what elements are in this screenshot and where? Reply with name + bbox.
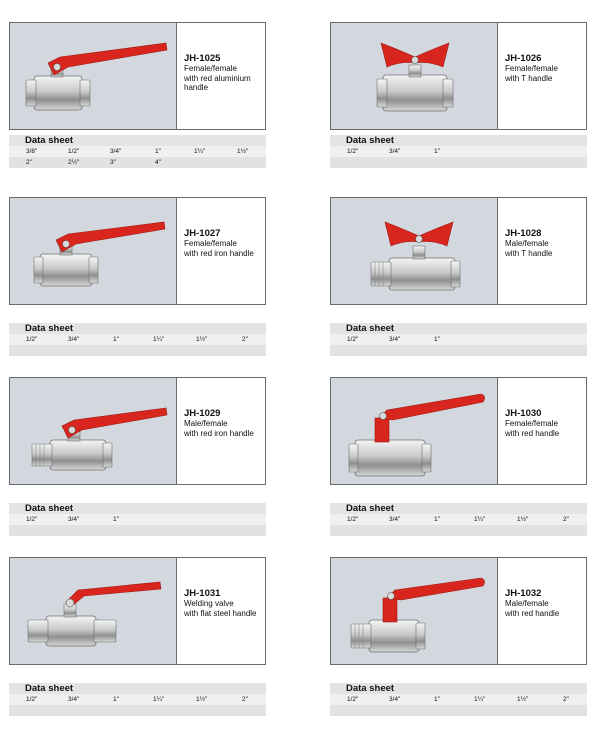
product-line: Male/female <box>184 419 228 428</box>
data-sheet-title: Data sheet <box>330 323 587 334</box>
size-value: 1½" <box>237 148 249 155</box>
data-sheet <box>330 323 587 356</box>
size-row <box>9 694 266 705</box>
data-sheet-title: Data sheet <box>330 135 587 146</box>
size-value: 1¼" <box>153 336 165 343</box>
size-row <box>330 525 587 536</box>
size-value: 1½" <box>196 336 208 343</box>
data-sheet <box>9 683 266 716</box>
product-line: with red aluminium <box>184 73 251 83</box>
product-description <box>184 588 263 618</box>
size-value: 3/4" <box>110 148 122 155</box>
size-value: 2" <box>242 696 248 703</box>
product-description <box>184 53 263 93</box>
size-row <box>9 525 266 536</box>
size-value: 1/2" <box>26 336 38 343</box>
product-panel <box>330 22 587 130</box>
size-value: 3/4" <box>389 148 401 155</box>
size-row <box>330 705 587 716</box>
size-value: 2" <box>242 336 248 343</box>
size-value: 1½" <box>196 696 208 703</box>
product-card-jh-1032 <box>330 557 587 716</box>
valve-photo <box>331 23 498 129</box>
data-sheet-title: Data sheet <box>330 683 587 694</box>
valve-photo <box>10 378 177 484</box>
product-line: Female/female <box>505 64 558 73</box>
size-value: 1¼" <box>194 148 206 155</box>
size-row <box>9 514 266 525</box>
ball-valve-icon <box>331 378 498 484</box>
product-line: Male/female <box>505 239 549 248</box>
size-value: 3/8" <box>26 148 38 155</box>
size-value: 1/2" <box>347 336 359 343</box>
product-line: with red iron handle <box>184 248 254 258</box>
product-line: Female/female <box>505 419 558 428</box>
product-line: with red handle <box>505 428 560 438</box>
size-row <box>9 146 266 157</box>
size-value: 1" <box>434 148 440 155</box>
size-value: 1/2" <box>68 148 80 155</box>
product-line: Welding valve <box>184 599 234 608</box>
data-sheet-title: Data sheet <box>9 323 266 334</box>
ball-valve-icon <box>331 558 498 664</box>
product-line: Female/female <box>184 64 237 73</box>
product-code: JH-1032 <box>505 588 542 599</box>
product-line: with red handle <box>505 608 560 618</box>
size-value: 1¼" <box>474 696 486 703</box>
size-row <box>9 157 266 168</box>
product-code: JH-1025 <box>184 53 221 64</box>
data-sheet <box>9 135 266 168</box>
size-value: 1" <box>113 336 119 343</box>
ball-valve-icon <box>10 23 177 129</box>
product-panel <box>9 557 266 665</box>
product-line: Female/female <box>184 239 237 248</box>
size-row <box>330 514 587 525</box>
size-value: 1/2" <box>347 148 359 155</box>
product-code: JH-1028 <box>505 228 542 239</box>
size-row <box>330 334 587 345</box>
size-value: 1½" <box>517 696 529 703</box>
size-value: 3/4" <box>389 696 401 703</box>
size-value: 3/4" <box>68 696 80 703</box>
product-card-jh-1025 <box>9 22 266 168</box>
size-row <box>330 157 587 168</box>
ball-valve-icon <box>10 558 177 664</box>
data-sheet <box>330 135 587 168</box>
product-panel <box>9 22 266 130</box>
size-value: 1" <box>113 516 119 523</box>
valve-photo <box>331 558 498 664</box>
valve-photo <box>331 198 498 304</box>
product-panel <box>330 377 587 485</box>
size-value: 3/4" <box>389 516 401 523</box>
valve-photo <box>10 198 177 304</box>
valve-photo <box>10 558 177 664</box>
ball-valve-icon <box>10 198 177 304</box>
data-sheet-title: Data sheet <box>9 503 266 514</box>
size-value: 1" <box>113 696 119 703</box>
size-value: 3/4" <box>389 336 401 343</box>
product-line: with T handle <box>505 73 553 83</box>
size-row <box>9 705 266 716</box>
product-description <box>505 53 584 83</box>
size-row <box>330 345 587 356</box>
data-sheet <box>330 503 587 536</box>
product-code: JH-1031 <box>184 588 221 599</box>
size-value: 3/4" <box>68 516 80 523</box>
product-card-jh-1027 <box>9 197 266 356</box>
size-row <box>330 694 587 705</box>
product-line: with T handle <box>505 248 553 258</box>
product-description <box>505 228 584 258</box>
product-line: handle <box>184 83 209 92</box>
product-panel <box>9 377 266 485</box>
data-sheet <box>9 323 266 356</box>
size-value: 1" <box>434 336 440 343</box>
ball-valve-icon <box>331 23 498 129</box>
size-value: 1/2" <box>26 516 38 523</box>
ball-valve-icon <box>331 198 498 304</box>
size-value: 2½" <box>68 159 80 166</box>
product-code: JH-1027 <box>184 228 221 239</box>
product-description <box>505 588 584 618</box>
product-code: JH-1030 <box>505 408 542 419</box>
product-description <box>184 228 263 258</box>
size-value: 1" <box>155 148 161 155</box>
size-value: 1" <box>434 696 440 703</box>
size-value: 3/4" <box>68 336 80 343</box>
size-value: 1¼" <box>153 696 165 703</box>
product-card-jh-1029 <box>9 377 266 536</box>
product-panel <box>330 557 587 665</box>
size-value: 1" <box>434 516 440 523</box>
product-panel <box>9 197 266 305</box>
size-value: 3" <box>110 159 116 166</box>
size-row <box>9 345 266 356</box>
size-value: 1/2" <box>347 696 359 703</box>
data-sheet-title: Data sheet <box>9 135 266 146</box>
valve-photo <box>331 378 498 484</box>
product-panel <box>330 197 587 305</box>
valve-photo <box>10 23 177 129</box>
product-line: Male/female <box>505 599 549 608</box>
product-description <box>505 408 584 438</box>
data-sheet <box>9 503 266 536</box>
product-description <box>184 408 263 438</box>
size-value: 1½" <box>517 516 529 523</box>
size-value: 1/2" <box>347 516 359 523</box>
size-value: 2" <box>563 696 569 703</box>
size-value: 2" <box>26 159 32 166</box>
product-card-jh-1026 <box>330 22 587 168</box>
product-line: with red iron handle <box>184 428 254 438</box>
size-row <box>9 334 266 345</box>
size-value: 2" <box>563 516 569 523</box>
product-card-jh-1028 <box>330 197 587 356</box>
size-value: 4" <box>155 159 161 166</box>
data-sheet-title: Data sheet <box>330 503 587 514</box>
product-card-jh-1030 <box>330 377 587 536</box>
size-value: 1/2" <box>26 696 38 703</box>
data-sheet-title: Data sheet <box>9 683 266 694</box>
product-code: JH-1029 <box>184 408 221 419</box>
ball-valve-icon <box>10 378 177 484</box>
data-sheet <box>330 683 587 716</box>
product-card-jh-1031 <box>9 557 266 716</box>
product-code: JH-1026 <box>505 53 542 64</box>
size-value: 1¼" <box>474 516 486 523</box>
product-line: with flat steel handle <box>184 608 257 618</box>
size-row <box>330 146 587 157</box>
